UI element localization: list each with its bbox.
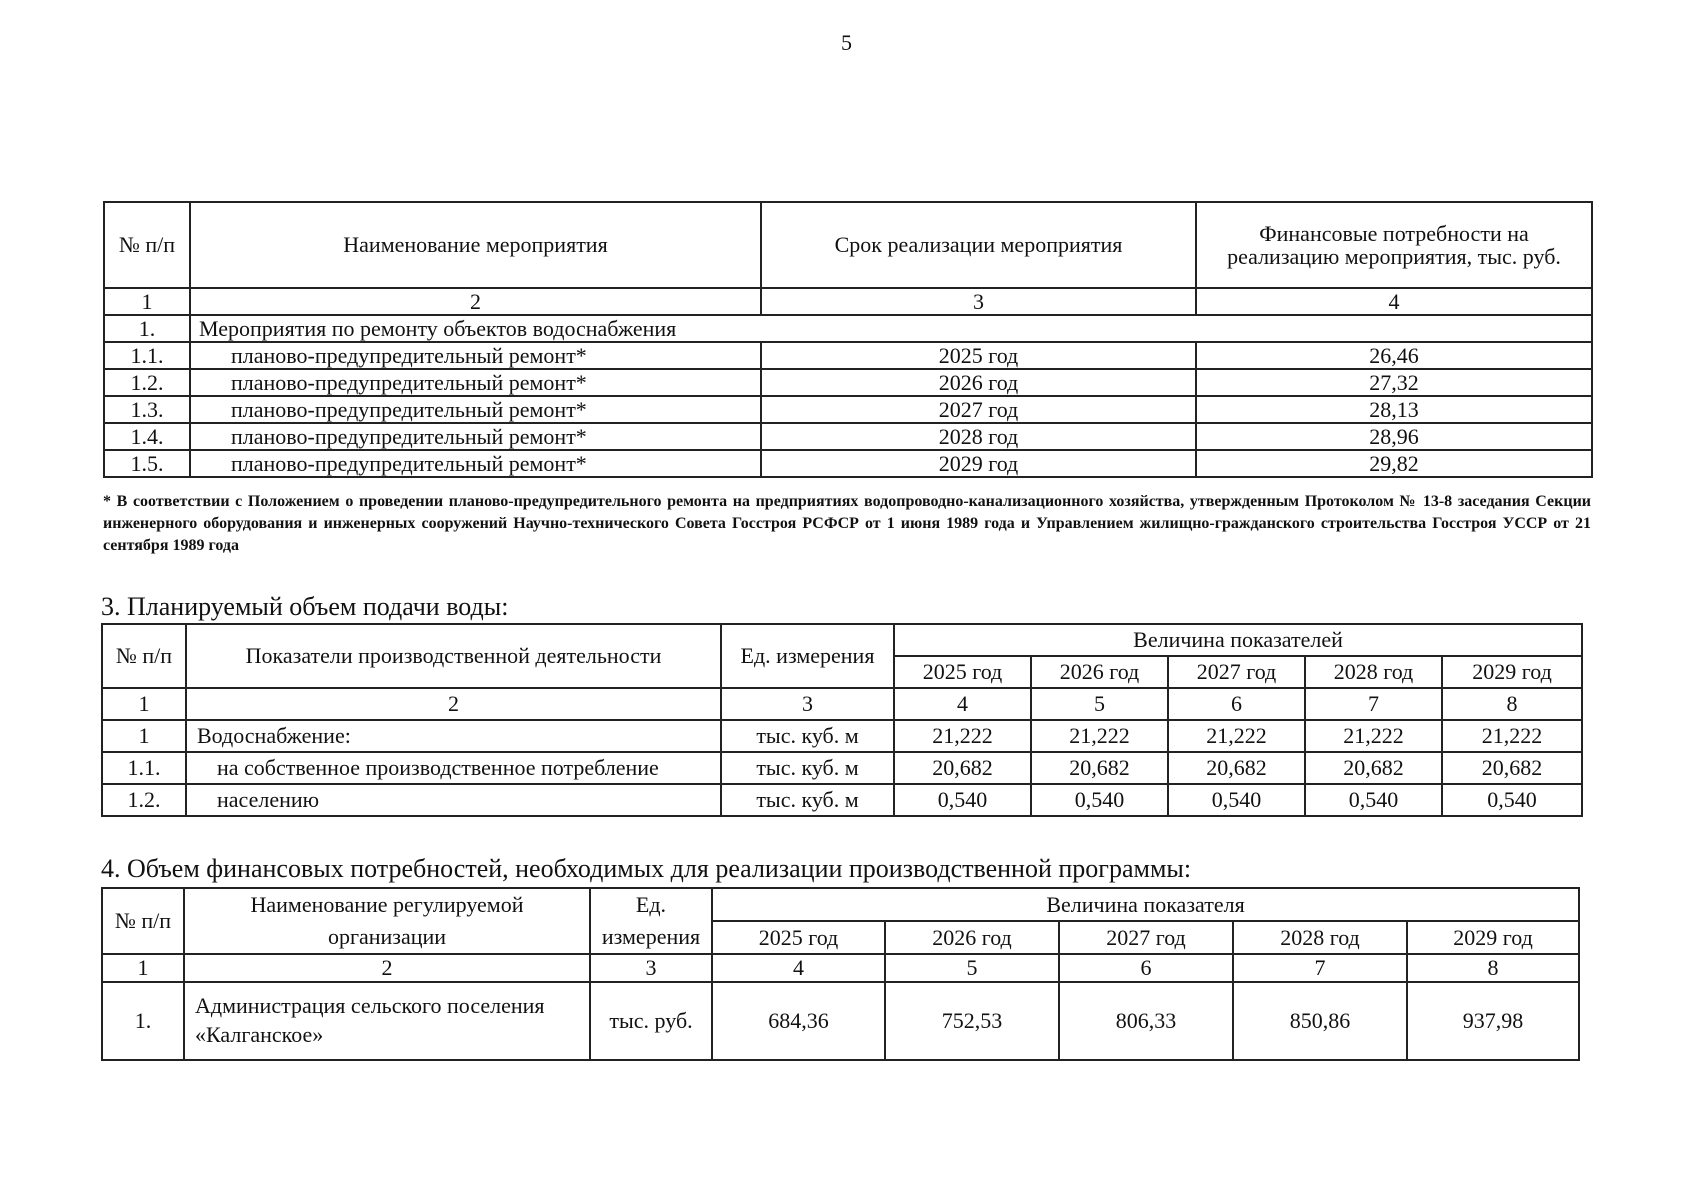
year-cell: 2026 год [885,921,1059,954]
year-cell: 2028 год [1233,921,1407,954]
row-number: 1.1. [102,752,186,784]
header-cell: № п/п [102,624,186,688]
year-cell: 2029 год [1442,656,1582,688]
table-row [102,784,1582,816]
value-cell: 937,98 [1407,982,1579,1060]
table-row [104,342,1592,369]
header-cell: Показатели производственной деятельности [186,624,721,688]
measure-name: планово-предупредительный ремонт* [190,396,761,423]
row-number: 1.4. [104,423,190,450]
row-number: 1.2. [104,369,190,396]
table-row [102,982,1579,1060]
column-number: 2 [186,688,721,720]
header-cell: Ед. измерения [721,624,894,688]
measure-term: 2026 год [761,369,1196,396]
value-cell: 20,682 [1442,752,1582,784]
measure-term: 2025 год [761,342,1196,369]
column-number: 4 [1196,288,1592,315]
row-number: 1. [102,982,184,1060]
value-cell: 21,222 [1168,720,1305,752]
header-cell: № п/п [104,202,190,288]
measure-amount: 27,32 [1196,369,1592,396]
row-number: 1 [102,720,186,752]
year-cell: 2029 год [1407,921,1579,954]
table-row [104,450,1592,477]
financial-needs-table [101,887,1580,1061]
measure-name: планово-предупредительный ремонт* [190,342,761,369]
value-cell: 20,682 [1031,752,1168,784]
value-cell: 21,222 [1031,720,1168,752]
table-row [104,423,1592,450]
organization-name: Администрация сельского поселения «Калганское» [184,982,590,1060]
footnote: * В соответствии с Положением о проведении планово-предупредительного ремонта на предприятиях водопроводно-канализационного хозяйства, утвержденным Протоколом № 13-8 заседания Секции инженерного оборудования и инженерных сооружений Научно-технического Совета Госстроя РСФСР от 1 июня 1989 года и Управлением жилищно-гражданского строительства Госстроя УССР от 21 сентября 1989 года [103,493,1591,554]
unit-cell: тыс. руб. [590,982,712,1060]
year-cell: 2025 год [894,656,1031,688]
column-number: 6 [1059,954,1233,982]
column-number: 8 [1407,954,1579,982]
measure-amount: 28,13 [1196,396,1592,423]
unit-cell: тыс. куб. м [721,784,894,816]
value-cell: 806,33 [1059,982,1233,1060]
header-cell: Наименование регулируемой организации [184,888,590,954]
year-cell: 2028 год [1305,656,1442,688]
column-number: 2 [190,288,761,315]
column-number: 4 [712,954,885,982]
value-cell: 0,540 [1305,784,1442,816]
table-row [104,369,1592,396]
value-cell: 20,682 [1168,752,1305,784]
table-row [102,720,1582,752]
indicator-name: на собственное производственное потребление [186,752,721,784]
water-supply-table [101,623,1583,817]
measure-amount: 29,82 [1196,450,1592,477]
column-number: 7 [1233,954,1407,982]
column-number: 1 [102,954,184,982]
row-number: 1.1. [104,342,190,369]
section-3-title: 3. Планируемый объем подачи воды: [101,592,509,621]
measure-amount: 26,46 [1196,342,1592,369]
header-cell: Ед. измерения [590,888,712,954]
year-cell: 2027 год [1168,656,1305,688]
value-cell: 20,682 [1305,752,1442,784]
value-cell: 0,540 [1168,784,1305,816]
year-cell: 2027 год [1059,921,1233,954]
value-cell: 752,53 [885,982,1059,1060]
column-number-row [104,288,1592,315]
header-cell: Срок реализации мероприятия [761,202,1196,288]
header-cell: Величина показателя [712,888,1579,921]
column-number-row [102,688,1582,720]
unit-cell: тыс. куб. м [721,720,894,752]
header-cell: Величина показателей [894,624,1582,656]
column-number: 8 [1442,688,1582,720]
measure-term: 2029 год [761,450,1196,477]
row-number: 1.2. [102,784,186,816]
year-cell: 2025 год [712,921,885,954]
table-header-row [102,624,1582,656]
section-title: Мероприятия по ремонту объектов водоснабжения [190,315,1592,342]
column-number: 7 [1305,688,1442,720]
measure-name: планово-предупредительный ремонт* [190,369,761,396]
value-cell: 0,540 [1031,784,1168,816]
measure-term: 2027 год [761,396,1196,423]
column-number: 3 [761,288,1196,315]
section-row [104,315,1592,342]
column-number: 5 [1031,688,1168,720]
header-cell: Наименование мероприятия [190,202,761,288]
column-number: 1 [104,288,190,315]
value-cell: 20,682 [894,752,1031,784]
value-cell: 684,36 [712,982,885,1060]
measure-name: планово-предупредительный ремонт* [190,423,761,450]
repair-measures-table [103,201,1593,478]
section-number: 1. [104,315,190,342]
value-cell: 850,86 [1233,982,1407,1060]
indicator-name: Водоснабжение: [186,720,721,752]
column-number: 2 [184,954,590,982]
row-number: 1.3. [104,396,190,423]
year-cell: 2026 год [1031,656,1168,688]
header-cell: № п/п [102,888,184,954]
column-number: 5 [885,954,1059,982]
column-number: 1 [102,688,186,720]
value-cell: 21,222 [1305,720,1442,752]
column-number: 4 [894,688,1031,720]
measure-amount: 28,96 [1196,423,1592,450]
column-number: 6 [1168,688,1305,720]
measure-name: планово-предупредительный ремонт* [190,450,761,477]
unit-cell: тыс. куб. м [721,752,894,784]
value-cell: 0,540 [1442,784,1582,816]
table-header-row [102,888,1579,921]
value-cell: 21,222 [1442,720,1582,752]
column-number: 3 [590,954,712,982]
value-cell: 21,222 [894,720,1031,752]
table-header-row [104,202,1592,288]
value-cell: 0,540 [894,784,1031,816]
column-number: 3 [721,688,894,720]
indicator-name: населению [186,784,721,816]
row-number: 1.5. [104,450,190,477]
column-number-row [102,954,1579,982]
table-row [102,752,1582,784]
header-cell: Финансовые потребности на реализацию мероприятия, тыс. руб. [1196,202,1592,288]
page-number: 5 [841,30,852,55]
table-row [104,396,1592,423]
section-4-title: 4. Объем финансовых потребностей, необходимых для реализации производственной программы: [101,854,1192,883]
measure-term: 2028 год [761,423,1196,450]
